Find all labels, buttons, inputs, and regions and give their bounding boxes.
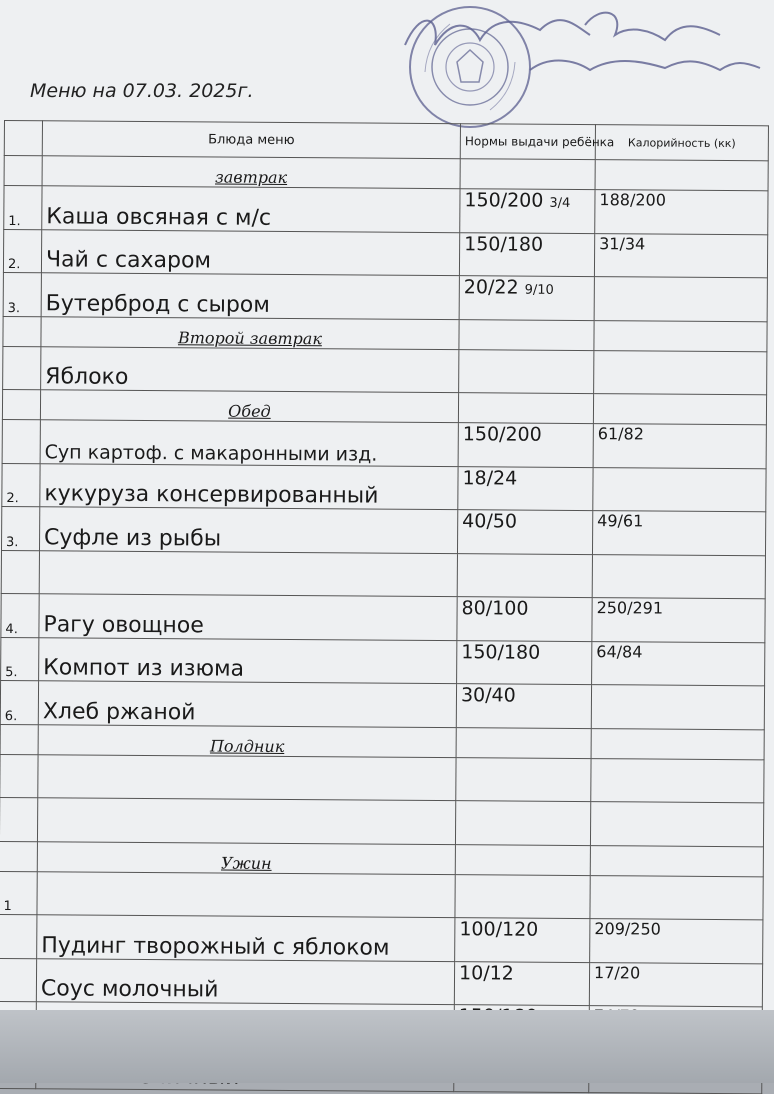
dish-name: Бутерброд с сыром — [41, 273, 459, 319]
calorie-value — [594, 350, 767, 395]
row-number: 2. — [2, 463, 40, 507]
portion-size — [459, 232, 594, 276]
portion-value: 20/22 — [464, 276, 519, 298]
section-title — [41, 316, 459, 349]
row-number: 6. — [0, 680, 38, 724]
dish-name: Пудинг творожный с яблоком — [37, 915, 455, 961]
table-row — [3, 346, 767, 395]
portion-size — [459, 349, 594, 393]
section-title-text: Обед — [228, 402, 271, 421]
calorie-value: 209/250 — [590, 919, 763, 964]
portion-size — [455, 918, 590, 962]
portion-value: 150/200 — [463, 423, 542, 446]
section-cal-cell — [591, 728, 764, 759]
row-number — [1, 550, 39, 594]
section-title — [42, 156, 460, 189]
portion-size — [457, 510, 592, 554]
dish-name: Компот из изюма — [39, 637, 457, 683]
section-num-cell — [2, 389, 40, 419]
calorie-value — [593, 467, 766, 512]
portion-value: 40/50 — [462, 510, 517, 532]
table-row — [3, 272, 767, 321]
calorie-value — [590, 802, 763, 847]
calorie-value: 49/61 — [592, 511, 765, 556]
portion-size — [459, 276, 594, 320]
row-number: 3. — [3, 272, 41, 316]
menu-table — [0, 120, 769, 1094]
document-title: Меню на 07.03. 2025г. — [30, 80, 254, 102]
row-number: 2. — [3, 229, 41, 273]
calorie-value: 31/34 — [594, 233, 767, 278]
portion-size — [457, 553, 592, 597]
header-num — [4, 121, 42, 156]
portion-value: 10/12 — [459, 962, 514, 984]
dish-name: Каша овсяная с м/с — [42, 186, 460, 232]
section-num-cell — [0, 841, 37, 871]
table-row — [1, 637, 765, 686]
calorie-value — [590, 875, 763, 920]
dish-name — [37, 871, 455, 917]
portion-note: 3/4 — [549, 196, 570, 211]
section-title-text: Второй завтрак — [178, 328, 322, 348]
row-number — [0, 754, 38, 798]
table-row — [3, 229, 767, 278]
portion-value: 80/100 — [462, 597, 529, 619]
header-calories: Калорийность (кк) — [595, 125, 768, 161]
header-dish: Блюда меню — [42, 121, 460, 159]
portion-size — [457, 640, 592, 684]
section-title — [37, 841, 455, 874]
portion-size — [454, 961, 589, 1005]
calorie-value — [592, 554, 765, 599]
table-row — [2, 419, 766, 468]
portion-size — [456, 684, 591, 728]
section-cal-cell — [593, 394, 766, 425]
dish-name: Хлеб ржаной — [38, 681, 456, 727]
section-num-cell — [3, 316, 41, 346]
portion-size — [456, 757, 591, 801]
row-number — [2, 419, 40, 463]
section-qty-cell — [455, 844, 590, 875]
dish-name: Суп картоф. с макаронными изд. — [40, 420, 458, 466]
portion-note: 9/10 — [525, 283, 554, 298]
dish-name — [38, 754, 456, 800]
table-row — [0, 680, 764, 729]
section-title — [38, 724, 456, 757]
portion-value: 150/180 — [464, 233, 543, 256]
dish-name: Рагу овощное — [39, 594, 457, 640]
calorie-value: 250/291 — [592, 598, 765, 643]
calorie-value: 61/82 — [593, 424, 766, 469]
row-number — [0, 797, 38, 841]
calorie-value: 64/84 — [592, 641, 765, 686]
table-row — [0, 958, 763, 1007]
signature-icon — [400, 0, 774, 90]
section-qty-cell — [458, 393, 593, 424]
portion-value: 150/180 — [461, 641, 540, 664]
dish-name — [37, 798, 455, 844]
section-title-text: Полдник — [210, 736, 284, 756]
calorie-value — [594, 277, 767, 322]
table-row — [0, 914, 763, 963]
row-number: 4. — [1, 593, 39, 637]
header-row — [4, 121, 768, 161]
row-number: 1. — [4, 186, 42, 230]
section-qty-cell — [456, 727, 591, 758]
table-row — [0, 797, 764, 846]
calorie-value — [591, 685, 764, 730]
portion-size — [457, 597, 592, 641]
portion-value: 18/24 — [462, 467, 517, 489]
portion-size — [455, 801, 590, 845]
section-title-text: Ужин — [221, 853, 272, 872]
section-cal-cell — [594, 320, 767, 351]
section-qty-cell — [459, 319, 594, 350]
table-row — [4, 186, 768, 235]
section-cal-cell — [595, 160, 768, 191]
calorie-value: 188/200 — [595, 190, 768, 235]
table-row — [0, 754, 764, 803]
row-number — [0, 914, 37, 958]
table-row — [1, 593, 765, 642]
row-number: 5. — [1, 637, 39, 681]
header-qty: Нормы выдачи ребёнка — [460, 124, 595, 160]
menu-body — [0, 156, 768, 1094]
dish-name — [39, 550, 457, 596]
section-qty-cell — [460, 159, 595, 190]
dish-name: Суфле из рыбы — [39, 507, 457, 553]
section-title — [40, 390, 458, 423]
calorie-value: 17/20 — [589, 962, 762, 1007]
portion-size — [458, 423, 593, 467]
portion-size — [460, 189, 595, 233]
row-number: 3. — [1, 506, 39, 550]
dish-name: кукуруза консервированный — [40, 463, 458, 509]
row-number — [3, 346, 41, 390]
section-title-text: завтрак — [215, 167, 287, 187]
table-row — [2, 463, 766, 512]
section-num-cell — [4, 156, 42, 186]
desk-surface — [0, 1010, 774, 1083]
portion-value: 150/200 — [464, 189, 543, 212]
dish-name: Яблоко — [41, 346, 459, 392]
portion-size — [458, 466, 593, 510]
dish-name: Чай с сахаром — [41, 229, 459, 275]
section-num-cell — [0, 724, 38, 754]
portion-value: 30/40 — [461, 684, 516, 706]
table-row — [1, 506, 765, 555]
row-number: 1 — [0, 871, 37, 915]
portion-size — [455, 874, 590, 918]
table-row — [1, 550, 765, 599]
dish-name: Соус молочный — [36, 958, 454, 1004]
row-number — [0, 958, 37, 1002]
portion-value: 100/120 — [459, 918, 538, 941]
section-cal-cell — [590, 845, 763, 876]
calorie-value — [591, 758, 764, 803]
table-row — [0, 871, 763, 920]
